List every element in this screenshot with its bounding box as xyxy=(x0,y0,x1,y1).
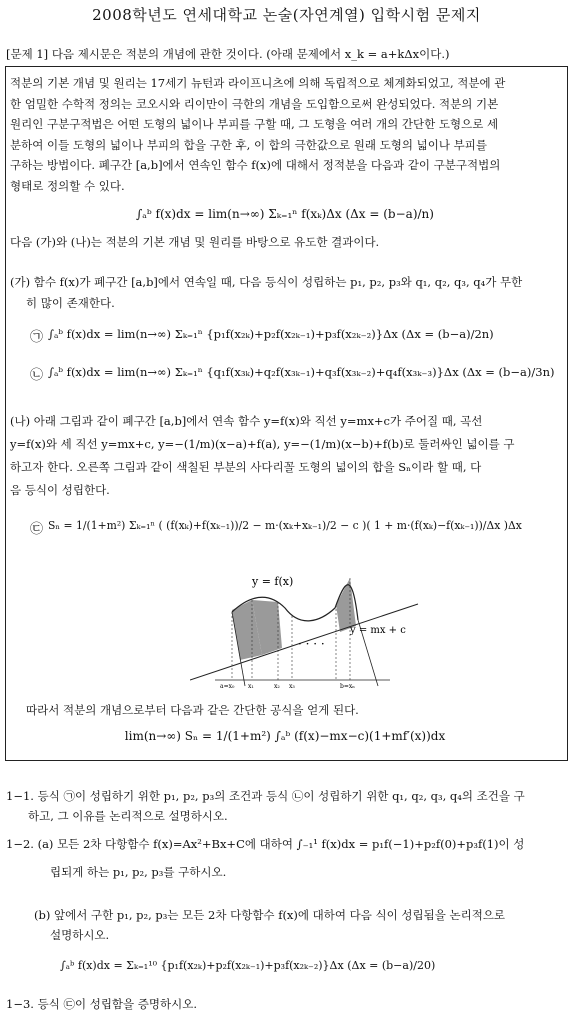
conclusion: 따라서 적분의 개념으로부터 다음과 같은 간단한 공식을 얻게 된다. xyxy=(26,703,359,717)
axis-label-x1: x₁ xyxy=(248,683,254,690)
axis-label-x2: x₂ xyxy=(274,683,280,690)
intro-line: 적분의 기본 개념 및 원리는 17세기 뉴턴과 라이프니츠에 의해 독립적으로 체계화되었고, 적분에 관 xyxy=(10,76,506,90)
curve-label: y = f(x) xyxy=(252,575,294,588)
line-label: y = mx + c xyxy=(350,625,406,636)
ga-line: 히 많이 존재한다. xyxy=(26,295,115,310)
equation-1: ∫ₐᵇ f(x)dx = lim(n→∞) Σₖ₌₁ⁿ {p₁f(x₂ₖ)+p₂f(x₂ₖ₋₁)+p₃f(x₂ₖ₋₂)}Δx (Δx = (b−a)/2n) xyxy=(48,327,494,341)
na-line: 음 등식이 성립한다. xyxy=(10,483,110,497)
intro-line: 한 엄밀한 수학적 정의는 코오시와 리이만이 극한의 개념을 도입함으로써 완성되었다. 적분의 기본 xyxy=(10,96,499,111)
equation-3-label: ㉢ xyxy=(30,522,44,537)
question-line: 설명하시오. xyxy=(50,928,110,942)
problem-header: [문제 1] 다음 제시문은 적분의 개념에 관한 것이다. (아래 문제에서 x_k = a+kΔx이다.) xyxy=(6,47,450,61)
na-line: 하고자 한다. 오른쪽 그림과 같이 색칠된 부분의 사다리꼴 도형의 넓이의 합을 Sₙ이라 할 때, 다 xyxy=(10,460,482,474)
page-title: 2008학년도 연세대학교 논술(자연계열) 입학시험 문제지 xyxy=(92,6,481,24)
dots: · · · · xyxy=(298,637,325,651)
question-line: (b) 앞에서 구한 p₁, p₂, p₃는 모든 2차 다항함수 f(x)에 대하여 다음 식이 성립됨을 논리적으로 xyxy=(34,908,506,922)
question-1-2a xyxy=(6,834,568,882)
intro-line: 구하는 방법이다. 폐구간 [a,b]에서 연속인 함수 f(x)에 대해서 정적분을 다음과 같이 구분구적법의 xyxy=(10,158,501,172)
intro-after: 다음 (가)와 (나)는 적분의 기본 개념 및 원리를 바탕으로 유도한 결과이다. xyxy=(10,235,380,249)
equation-1-label: ㉠ xyxy=(30,330,44,345)
equation-2-label: ㉡ xyxy=(30,368,44,383)
equation-definition: ∫ₐᵇ f(x)dx = lim(n→∞) Σₖ₌₁ⁿ f(xₖ)Δx (Δx = (b−a)/n) xyxy=(136,207,434,221)
section-na xyxy=(10,410,560,502)
question-1-2b-equation: ∫ₐᵇ f(x)dx = Σₖ₌₁¹⁰ {p₁f(x₂ₖ)+p₂f(x₂ₖ₋₁)+p₃f(x₂ₖ₋₂)}Δx (Δx = (b−a)/20) xyxy=(60,959,436,972)
equation-final: lim(n→∞) Sₙ = 1/(1+m²) ∫ₐᵇ (f(x)−mx−c)(1+mf′(x))dx xyxy=(124,729,446,743)
question-line: 1−2. (a) 모든 2차 다항함수 f(x)=Ax²+Bx+C에 대하여 ∫₋₁¹ f(x)dx = p₁f(−1)+p₂f(0)+p₃f(1)이 성 xyxy=(6,837,525,851)
question-1-3 xyxy=(6,994,568,1014)
question-1-2b xyxy=(6,905,568,945)
equation-2: ∫ₐᵇ f(x)dx = lim(n→∞) Σₖ₌₁ⁿ {q₁f(x₃ₖ)+q₂f(x₃ₖ₋₁)+q₃f(x₃ₖ₋₂)+q₄f(x₃ₖ₋₃)}Δx (Δx = (b−a)/3n) xyxy=(48,365,555,379)
question-line: 하고, 그 이유를 논리적으로 설명하시오. xyxy=(28,809,228,823)
equation-3: Sₙ = 1/(1+m²) Σₖ₌₁ⁿ ( (f(xₖ)+f(xₖ₋₁))/2 − m·(xₖ+xₖ₋₁)/2 − c )( 1 + m·(f(xₖ)−f(xₖ₋₁))/Δx )Δx xyxy=(48,519,522,532)
ga-line: (가) 함수 f(x)가 폐구간 [a,b]에서 연속일 때, 다음 등식이 성립하는 p₁, p₂, p₃와 q₁, q₂, q₃, q₄가 무한 xyxy=(10,275,523,289)
na-line: (나) 아래 그림과 같이 폐구간 [a,b]에서 연속 함수 y=f(x)와 직선 y=mx+c가 주어질 때, 곡선 xyxy=(10,414,483,428)
question-line: 1−3. 등식 ㉢이 성립함을 증명하시오. xyxy=(6,997,198,1011)
intro-line: 원리인 구분구적법은 어떤 도형의 넓이나 부피를 구할 때, 그 도형을 여러 개의 간단한 도형으로 세 xyxy=(10,117,499,131)
intro-line: 분하여 이들 도형의 넓이나 부피의 합을 구한 후, 이 합의 극한값으로 원래 도형의 넓이나 부피를 xyxy=(10,137,487,152)
intro-line: 형태로 정의할 수 있다. xyxy=(10,178,125,193)
section-ga xyxy=(10,272,560,313)
axis-label-b: b=xₙ xyxy=(340,683,355,690)
axis-label-a: a=x₀ xyxy=(220,683,235,690)
axis-label-x3: x₃ xyxy=(289,683,295,690)
integration-figure xyxy=(190,560,420,690)
intro-paragraph xyxy=(10,73,560,196)
question-1-1 xyxy=(6,786,568,826)
question-line: 립되게 하는 p₁, p₂, p₃를 구하시오. xyxy=(50,865,227,879)
question-line: 1−1. 등식 ㉠이 성립하기 위한 p₁, p₂, p₃의 조건과 등식 ㉡이 성립하기 위한 q₁, q₂, q₃, q₄의 조건을 구 xyxy=(6,789,525,803)
na-line: y=f(x)와 세 직선 y=mx+c, y=−(1/m)(x−a)+f(a), y=−(1/m)(x−b)+f(b)로 둘러싸인 넓이를 구 xyxy=(10,437,515,451)
